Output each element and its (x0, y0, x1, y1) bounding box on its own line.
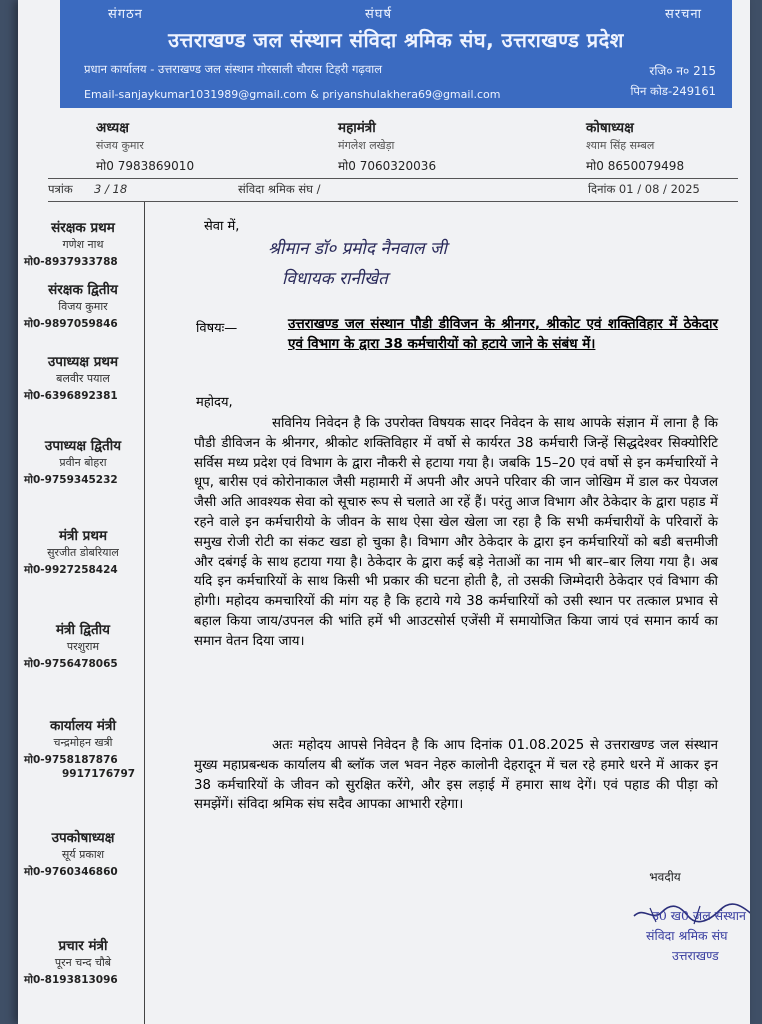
letter-date: दिनांक 01 / 08 / 2025 (588, 182, 700, 196)
member-phone: मो0-8937933788 (24, 256, 118, 268)
reference-number: 3 / 18 (94, 182, 128, 196)
stamp-line: उत्तराखण्ड (672, 948, 719, 963)
member-phone: मो0-9758187876 (24, 754, 118, 766)
officer-title: महामंत्री (338, 120, 376, 136)
member-title: उपकोषाध्यक्ष (51, 830, 115, 846)
registration-number: रजि० न० 215 (649, 64, 716, 78)
sidebar-member (24, 936, 142, 987)
officer-name: श्याम सिंह सम्बल (586, 139, 655, 152)
divider-top (48, 178, 738, 179)
office-bearers-sidebar (18, 202, 145, 1024)
officer-name: संजय कुमार (96, 139, 144, 152)
officer-general-secretary (338, 118, 436, 174)
officer-phone: मो0 8650079498 (586, 159, 685, 173)
body-paragraph-2: अतः महोदय आपसे निवेदन है कि आप दिनांक 01.08.2025 से उत्तराखण्ड जल संस्थान मुख्य महाप्रबन्धक कार्यालय बी ब्लॉक जल भवन नेहरु कालोनी देहरादून में चल रहे हमारे धरने में आकर इन 38 कर्मचारियों के जीवन को सुरक्षित करेंगे, और इस लड़ाई में हमारा साथ देगें। एवं पहाड की पीड़ा को समझेंगें। संविदा श्रमिक संघ सदैव आपका आभारी रहेगा। (194, 738, 718, 813)
pin-code: पिन कोड-249161 (630, 84, 716, 98)
addressee-designation: विधायक रानीखेत (282, 269, 388, 289)
member-name: पूरन चन्द चौबे (54, 956, 112, 969)
officer-name: मंगलेश लखेड़ा (338, 139, 395, 152)
subject-label: विषयः— (196, 321, 238, 336)
email-addresses: Email-sanjaykumar1031989@gmail.com & priyanshulakhera69@gmail.com (84, 88, 501, 101)
officer-title: कोषाध्यक्ष (586, 120, 634, 136)
motto-left: संगठन (108, 7, 143, 22)
sidebar-member (24, 526, 142, 577)
reference-label: पत्रांक (48, 182, 73, 196)
member-phone: मो0-9756478065 (24, 658, 118, 670)
member-phone: मो0-9760346860 (24, 866, 118, 878)
sidebar-member (24, 716, 142, 780)
member-name: गणेश नाथ (62, 238, 104, 251)
officer-title: अध्यक्ष (96, 120, 129, 136)
member-name: सूर्य प्रकाश (61, 848, 105, 861)
member-name: प्रवीन बोहरा (59, 456, 107, 469)
divider-bottom (48, 201, 738, 202)
member-phone: मो0-9897059846 (24, 318, 118, 330)
salutation: महोदय, (196, 395, 233, 410)
member-phone: मो0-8193813096 (24, 974, 118, 986)
member-name: परशुराम (66, 640, 100, 653)
member-title: संरक्षक द्वितीय (48, 282, 118, 298)
member-title: उपाध्यक्ष द्वितीय (44, 438, 122, 454)
sidebar-member (24, 352, 142, 403)
member-phone: मो0-9927258424 (24, 564, 118, 576)
office-address: प्रधान कार्यालय - उत्तराखण्ड जल संस्थान गोरसाली चौरास टिहरी गढ़वाल (84, 62, 383, 76)
officer-phone: मो0 7983869010 (96, 159, 195, 173)
member-title: मंत्री प्रथम (58, 528, 108, 544)
officer-treasurer (586, 118, 684, 174)
member-phone: मो0-6396892381 (24, 390, 118, 402)
subject-text: उत्तराखण्ड जल संस्थान पौडी डीविजन के श्रीनगर, श्रीकोट एवं शक्तिविहार में ठेकेदार एवं विभाग के द्वारा 38 कर्मचारीयों को हटाये जाने के संबंध में। (288, 316, 718, 352)
union-stamp (634, 906, 750, 966)
member-name: विजय कुमार (58, 300, 108, 313)
member-name: बलवीर पयाल (56, 372, 110, 385)
member-title: कार्यालय मंत्री (50, 718, 116, 734)
body-paragraph-1: सविनिय निवेदन है कि उपरोक्त विषयक सादर निवेदन के साथ आपके संज्ञान में लाना है कि पौडी डीविजन के श्रीनगर, श्रीकोट शक्तिविहार में वर्षो से कार्यरत 38 कर्मचारी जिन्हें सिद्धदेश्वर सिक्योरिटि सर्विस मध्य प्रदेश एवं विभाग के द्वारा नौकरी से हटाया गया है। जबकि 15–20 एवं वर्षो से इन कर्मचारियों ने धूप, बारीस एवं कोरोनाकाल जैसी महामारी में अपनी और अपने परिवार की जान जोखिम में डाल कर पेयजल जैसी अति आवश्यक सेवा को सूचारु रूप से चलाते आ रहें हैं। परंतु आज विभाग और ठेकेदार के द्वारा पहाड में रहने वाले इन कर्मचारीयो के जीवन के साथ ऐसा खेल खेला जा रहा है कि सभी कर्मचारीयों के परिवारों के समुख रोजी रोटी का संकट खडा हो चुका है। विभाग और ठेकेदार के द्वारा इन कर्मचारियों को बडी बत्तमीजी और दबंगई के साथ हटाया गया है। ठेकेदार के द्वारा कई बड़े नेताओं का नाम भी बार–बार लिया गया है। अब यदि इन कर्मचारियों के साथ किसी भी प्रकार की घटना होती है, तो उसकी जिम्मेदारी ठेकेदार एवं विभाग की होगी। महोदय कमचारियों की मांग यह है कि हटाये गये 38 कर्मचारियों को उसी स्थान पर तत्काल प्रभाव से बहाल किया जाय/उपनल की भांति हमें भी आउटसोर्स एजेंसी में समायोजित किया जायं एवं समान कार्य का समान वेतन दिया जाय। (194, 416, 718, 649)
member-phone: मो0-9759345232 (24, 474, 118, 486)
stamp-line: उ0 ख0 जल संस्थान (652, 908, 746, 923)
member-title: मंत्री द्वितीय (55, 622, 110, 638)
officer-phone: मो0 7060320036 (338, 159, 437, 173)
sidebar-member (24, 620, 142, 671)
member-name: चन्द्रमोहन खत्री (53, 736, 113, 749)
sidebar-member (24, 218, 142, 269)
member-phone-2: 9917176797 (62, 768, 136, 780)
sidebar-member (24, 828, 142, 879)
member-title: उपाध्यक्ष प्रथम (47, 354, 119, 370)
letter-page (18, 0, 750, 1024)
officer-president (96, 118, 194, 174)
closing: भवदीय (649, 870, 681, 884)
member-title: प्रचार मंत्री (58, 938, 108, 954)
letterhead-band (60, 0, 732, 108)
motto-right: सरचना (665, 7, 702, 22)
sidebar-member (24, 436, 142, 487)
member-name: सुरजीत डोबरियाल (47, 546, 119, 559)
letter-to: सेवा में, (204, 219, 240, 234)
stamp-line: संविदा श्रमिक संघ (646, 928, 728, 943)
reference-union: संविदा श्रमिक संघ / (238, 182, 321, 196)
member-title: संरक्षक प्रथम (51, 220, 115, 236)
addressee-name: श्रीमान डॉ० प्रमोद नैनवाल जी (268, 239, 447, 259)
motto-center: संघर्ष (365, 7, 392, 22)
sidebar-member (24, 280, 142, 331)
organization-name: उत्तराखण्ड जल संस्थान संविदा श्रमिक संघ, उत्तराखण्ड प्रदेश (168, 28, 624, 52)
